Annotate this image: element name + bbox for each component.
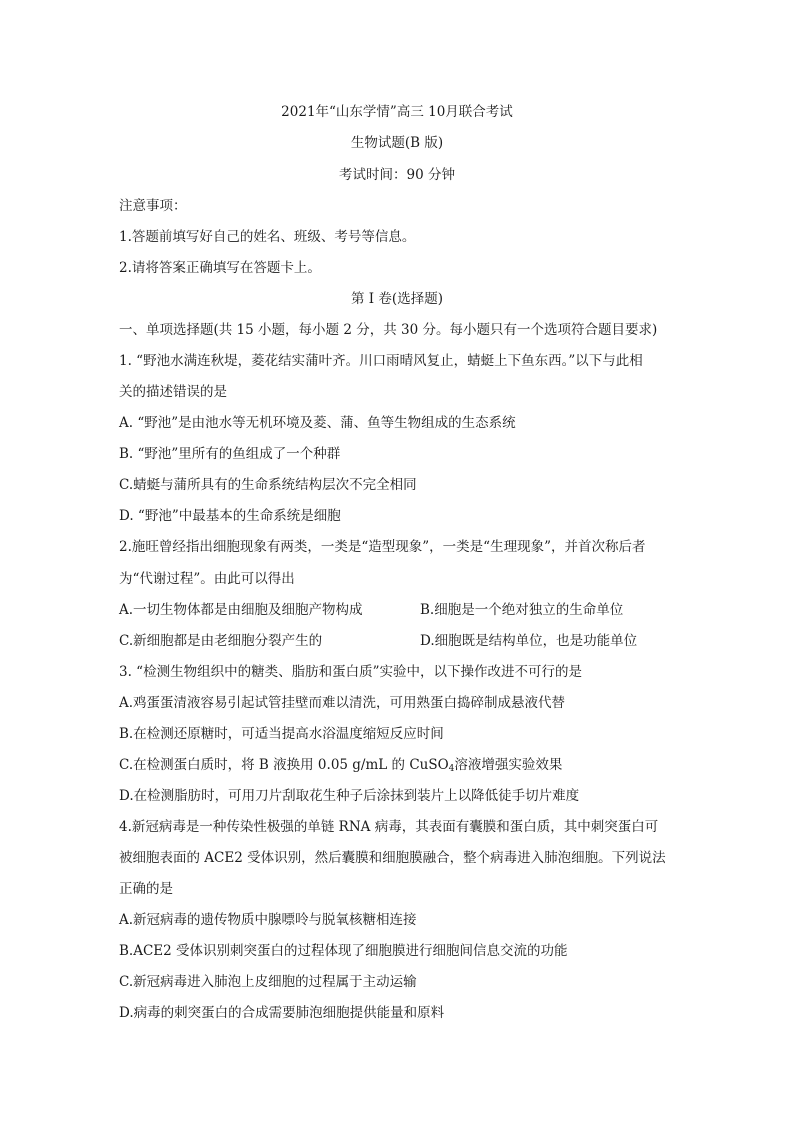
question-1-stem-cont: 关的描述错误的是 [119,384,227,400]
question-4-stem-cont: 正确的是 [119,881,173,897]
exam-subject: 生物试题(B 版) [350,135,444,151]
question-3-option-c-text: C.在检测蛋白质时，将 B 液换用 0.05 g/mL 的 CuSO [119,757,449,773]
question-1-stem: 1. “野池水满连秋堤，菱花结实蒲叶齐。川口雨晴风复止，蜻蜓上下鱼东西。”以下与此相 [119,353,643,369]
question-2-option-b: B.细胞是一个绝对独立的生命单位 [420,602,624,618]
question-1-option-c: C.蜻蜓与蒲所具有的生命系统结构层次不完全相同 [119,477,417,493]
question-3-option-d: D.在检测脂肪时，可用刀片刮取花生种子后涂抹到装片上以降低徒手切片难度 [119,788,580,804]
question-2-option-c: C.新细胞都是由老细胞分裂产生的 [119,633,323,649]
question-2-option-d: D.细胞既是结构单位，也是功能单位 [420,633,638,649]
question-3-option-a: A.鸡蛋蛋清液容易引起试管挂壁而难以清洗，可用熟蛋白捣碎制成悬液代替 [119,695,566,711]
question-4-option-b: B.ACE2 受体识别刺突蛋白的过程体现了细胞膜进行细胞间信息交流的功能 [119,943,568,959]
notes-heading: 注意事项： [119,198,187,214]
note-item: 1.答题前填写好自己的姓名、班级、考号等信息。 [119,229,416,245]
section-title: 第 I 卷(选择题) [351,291,443,307]
question-3-option-c [119,755,562,779]
question-1-option-a: A. “野池”是由池水等无机环境及菱、蒲、鱼等生物组成的生态系统 [119,415,516,431]
question-3-option-c-subscript: 4 [448,764,455,774]
exam-duration: 考试时间：90 分钟 [339,167,455,183]
question-3-stem: 3. “检测生物组织中的糖类、脂肪和蛋白质”实验中，以下操作改进不可行的是 [119,664,582,680]
question-1-option-d: D. “野池”中最基本的生命系统是细胞 [119,508,341,524]
note-item: 2.请将答案正确填写在答题卡上。 [119,260,321,276]
question-4-option-d: D.病毒的刺突蛋白的合成需要肺泡细胞提供能量和原料 [119,1005,445,1021]
question-4-option-a: A.新冠病毒的遗传物质中腺嘌呤与脱氧核糖相连接 [119,912,417,928]
question-3-option-c-text-end: 溶液增强实验效果 [454,757,563,773]
question-2-stem: 2.施旺曾经指出细胞现象有两类，一类是“造型现象”，一类是“生理现象”，并首次称后者 [119,539,646,555]
question-3-option-b: B.在检测还原糖时，可适当提高水浴温度缩短反应时间 [119,726,444,742]
question-4-stem-cont: 被细胞表面的 ACE2 受体识别，然后囊膜和细胞膜融合，整个病毒进入肺泡细胞。下列说法 [119,850,666,866]
question-1-option-b: B. “野池”里所有的鱼组成了一个种群 [119,446,341,462]
question-2-stem-cont: 为“代谢过程”。由此可以得出 [119,571,295,587]
exam-title: 2021年“山东学情”高三 10月联合考试 [281,104,513,120]
question-2-option-a: A.一切生物体都是由细胞及细胞产物构成 [119,602,363,618]
question-4-stem: 4.新冠病毒是一种传染性极强的单链 RNA 病毒，其表面有囊膜和蛋白质，其中刺突蛋白可 [119,819,659,835]
part-heading: 一、单项选择题(共 15 小题，每小题 2 分，共 30 分。每小题只有一个选项符合题目要求) [119,322,658,338]
question-4-option-c: C.新冠病毒进入肺泡上皮细胞的过程属于主动运输 [119,974,417,990]
